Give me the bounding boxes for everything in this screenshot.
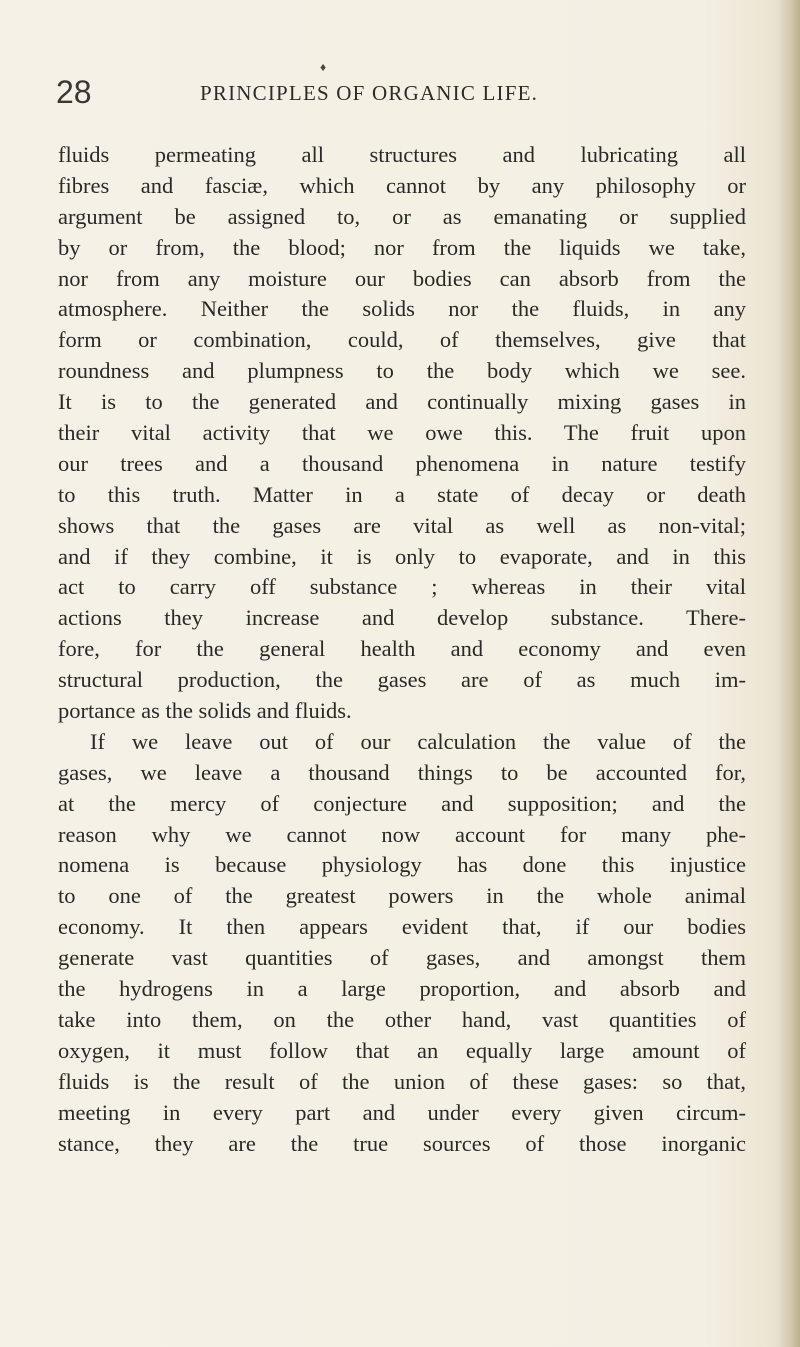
- text-line: nor from any moisture our bodies can absorb from the: [58, 265, 746, 291]
- text-line: the hydrogens in a large proportion, and absorb and: [58, 976, 746, 1002]
- text-line: gases, we leave a thousand things to be accounted for,: [58, 759, 746, 785]
- paragraph-end-line: portance as the solids and fluids.: [58, 698, 352, 724]
- text-line: structural production, the gases are of as much im-: [58, 667, 746, 693]
- body-text: [58, 140, 746, 1159]
- text-line: It is to the generated and continually mixing gases in: [58, 389, 746, 415]
- text-line: atmosphere. Neither the solids nor the fluids, in any: [58, 296, 746, 322]
- text-line: oxygen, it must follow that an equally large amount of: [58, 1037, 746, 1063]
- text-line: fore, for the general health and economy and even: [58, 636, 746, 662]
- text-line: by or from, the blood; nor from the liquids we take,: [58, 234, 746, 260]
- text-line: roundness and plumpness to the body which we see.: [58, 358, 746, 384]
- paragraph-start-line: If we leave out of our calculation the value of the: [90, 728, 746, 754]
- text-line: stance, they are the true sources of those inorganic: [58, 1130, 746, 1156]
- text-line: fibres and fasciæ, which cannot by any philosophy or: [58, 172, 746, 198]
- text-line: nomena is because physiology has done this injustice: [58, 852, 746, 878]
- text-line: to one of the greatest powers in the whole animal: [58, 883, 746, 909]
- text-line: their vital activity that we owe this. The fruit upon: [58, 420, 746, 446]
- running-title: PRINCIPLES OF ORGANIC LIFE.: [200, 81, 539, 105]
- text-line: shows that the gases are vital as well as non-vital;: [58, 512, 746, 538]
- text-line: argument be assigned to, or as emanating or supplied: [58, 203, 746, 229]
- text-line: act to carry off substance ; whereas in their vital: [58, 574, 746, 600]
- page-number: 28: [56, 74, 92, 110]
- text-line: form or combination, could, of themselves, give that: [58, 327, 746, 353]
- printer-mark: ♦: [320, 60, 327, 74]
- text-line: and if they combine, it is only to evaporate, and in this: [58, 543, 746, 569]
- text-line: reason why we cannot now account for many phe-: [58, 821, 746, 847]
- text-line: generate vast quantities of gases, and amongst them: [58, 945, 746, 971]
- text-line: actions they increase and develop substance. There-: [58, 605, 746, 631]
- text-line: our trees and a thousand phenomena in nature testify: [58, 450, 746, 476]
- text-line: at the mercy of conjecture and supposition; and the: [58, 790, 746, 816]
- text-line: fluids is the result of the union of these gases: so that,: [58, 1068, 746, 1094]
- page-edge-shadow: [778, 0, 800, 1347]
- text-line: meeting in every part and under every given circum-: [58, 1099, 746, 1125]
- text-line: to this truth. Matter in a state of decay or death: [58, 481, 746, 507]
- text-line: take into them, on the other hand, vast quantities of: [58, 1006, 746, 1032]
- text-line: fluids permeating all structures and lubricating all: [58, 142, 746, 167]
- text-line: economy. It then appears evident that, if our bodies: [58, 914, 746, 940]
- page-header: [52, 60, 752, 112]
